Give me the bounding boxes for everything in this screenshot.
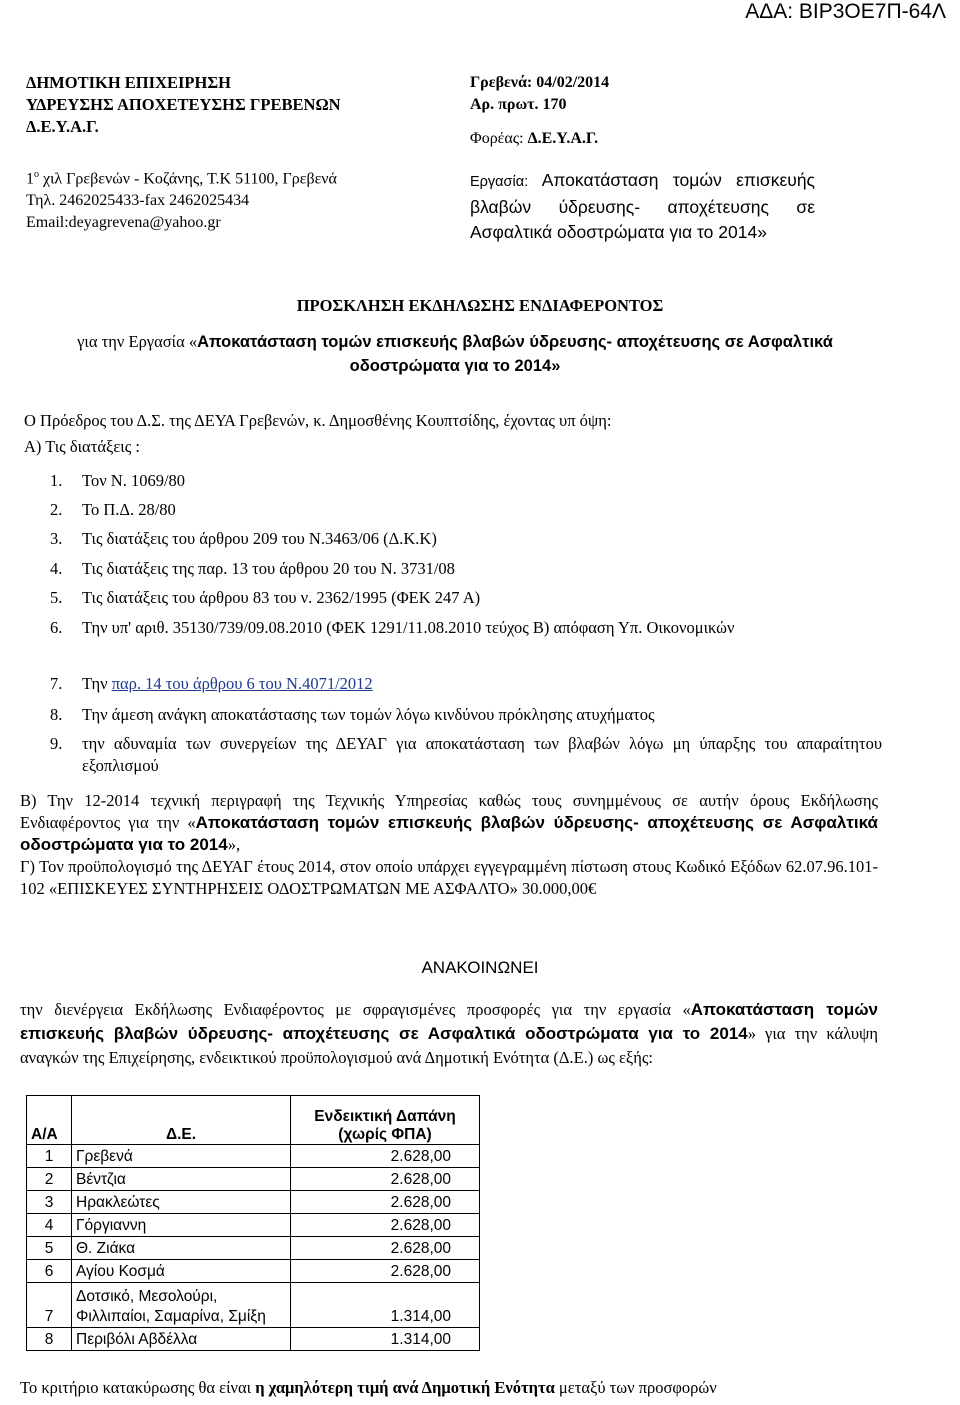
header-cost: Ενδεικτική Δαπάνη (χωρίς ΦΠΑ) [291, 1096, 480, 1145]
issuer-line-3: Δ.Ε.Υ.Α.Γ. [26, 117, 99, 136]
phone: Τηλ. 2462025433-fax 2462025434 [26, 192, 250, 210]
header-aa: Α/Α [27, 1096, 72, 1145]
announcement-body: την διενέργεια Εκδήλωσης Ενδιαφέροντος με σφραγισμένες προσφορές για την εργασία «Αποκατάσταση τομών επισκευής βλαβών ύδρευσης- αποχέτευσης σε Ασφαλτικά οδοστρώματα για το 2014» για την κάλυψη αναγκών της Επιχείρησης, ενδεικτικού προϋπολογισμού ανά Δημοτική Ενότητα (Δ.Ε.) ως εξής: [20, 1000, 879, 1067]
president-statement: Ο Πρόεδρος του Δ.Σ. της ΔΕΥΑ Γρεβενών, κ. Δημοσθένης Κουπτσίδης, έχοντας υπ όψη: Α) Τις διατάξεις : [24, 410, 924, 458]
work-line: Εργασία: Αποκατάσταση τομών επισκευής βλαβών ύδρευσης- αποχέτευσης σε Ασφαλτικά οδοστρώματα για το 2014» [470, 170, 815, 242]
table-header-row [27, 1096, 480, 1145]
table-row: 4 Γόργιαννη 2.628,00 [27, 1214, 480, 1237]
budget-table [26, 1095, 480, 1351]
issuer-line-2: ΥΔΡΕΥΣΗΣ ΑΠΟΧΕΤΕΥΣΗΣ ΓΡΕΒΕΝΩΝ [26, 95, 341, 114]
announce-heading: ΑΝΑΚΟΙΝΩΝΕΙ [421, 958, 539, 977]
table-row: 5 Θ. Ζιάκα 2.628,00 [27, 1237, 480, 1260]
table-row: 6 Αγίου Κοσμά 2.628,00 [27, 1260, 480, 1283]
email: Email:deyagrevena@yahoo.gr [26, 214, 221, 232]
issuer-line-1: ΔΗΜΟΤΙΚΗ ΕΠΙΧΕΙΡΗΣΗ [26, 73, 231, 92]
issuer-block [26, 72, 341, 138]
award-criterion: Το κριτήριο κατακύρωσης θα είναι η χαμηλότερη τιμή ανά Δημοτική Ενότητα μεταξύ των προσφορών [20, 1378, 717, 1397]
table-row: 2 Βέντζια 2.628,00 [27, 1168, 480, 1191]
address: $1^o$ χιλ Γρεβενών - Κοζάνης, Τ.Κ 51100, Γρεβενά [26, 169, 337, 188]
body-line: Φορέας: Δ.Ε.Υ.Α.Γ. [470, 130, 599, 147]
table-row: 1 Γρεβενά 2.628,00 [27, 1145, 480, 1168]
protocol-number: Αρ. πρωτ. 170 [470, 96, 567, 113]
section-a-heading: Α) Τις διατάξεις : [24, 437, 140, 456]
page-title: ΠΡΟΣΚΛΗΣΗ ΕΚΔΗΛΩΣΗΣ ΕΝΔΙΑΦΕΡΟΝΤΟΣ [296, 296, 664, 315]
law-link[interactable]: παρ. 14 του άρθρου 6 του Ν.4071/2012 [111, 674, 373, 693]
date: Γρεβενά: 04/02/2014 [470, 74, 610, 91]
meta-block [470, 72, 815, 245]
header-de: Δ.Ε. [72, 1096, 291, 1145]
section-g: Γ) Τον προϋπολογισμό της ΔΕΥΑΓ έτους 2014, στον οποίο υπάρχει εγγεγραμμένη πίστωση στους Κωδικό Εξόδων 62.07.96.101-102 «ΕΠΙΣΚΕΥΕΣ ΣΥΝΤΗΡΗΣΕΙΣ ΟΔΟΣΤΡΩΜΑΤΩΝ ΜΕ ΑΣΦΑΛΤΟ» 30.000,00€ [20, 857, 878, 898]
table-row: 3 Ηρακλεώτες 2.628,00 [27, 1191, 480, 1214]
contact-block [26, 164, 337, 234]
section-b: Β) Την 12-2014 τεχνική περιγραφή της Τεχνικής Υπηρεσίας καθώς τους συνημμένους σε αυτήν όρους Εκδήλωσης Ενδιαφέροντος για την «Αποκατάσταση τομών επισκευής βλαβών ύδρευσης- αποχέτευσης σε Ασφαλτικά οδοστρώματα για το 2014», [20, 791, 878, 854]
ada-code: ΑΔΑ: ΒΙΡ3ΟΕ7Π-64Λ [745, 0, 946, 23]
intro-line: για την Εργασία «Αποκατάσταση τομών επισκευής βλαβών ύδρευσης- αποχέτευσης σε Ασφαλτικά οδοστρώματα για το 2014» [77, 332, 833, 375]
table-row: 7 Δοτσικό, Μεσολούρι, Φιλλιπαίοι, Σαμαρίνα, Σμίξη 1.314,00 [27, 1283, 480, 1328]
table-row: 8 Περιβόλι Αβδέλλα 1.314,00 [27, 1328, 480, 1351]
